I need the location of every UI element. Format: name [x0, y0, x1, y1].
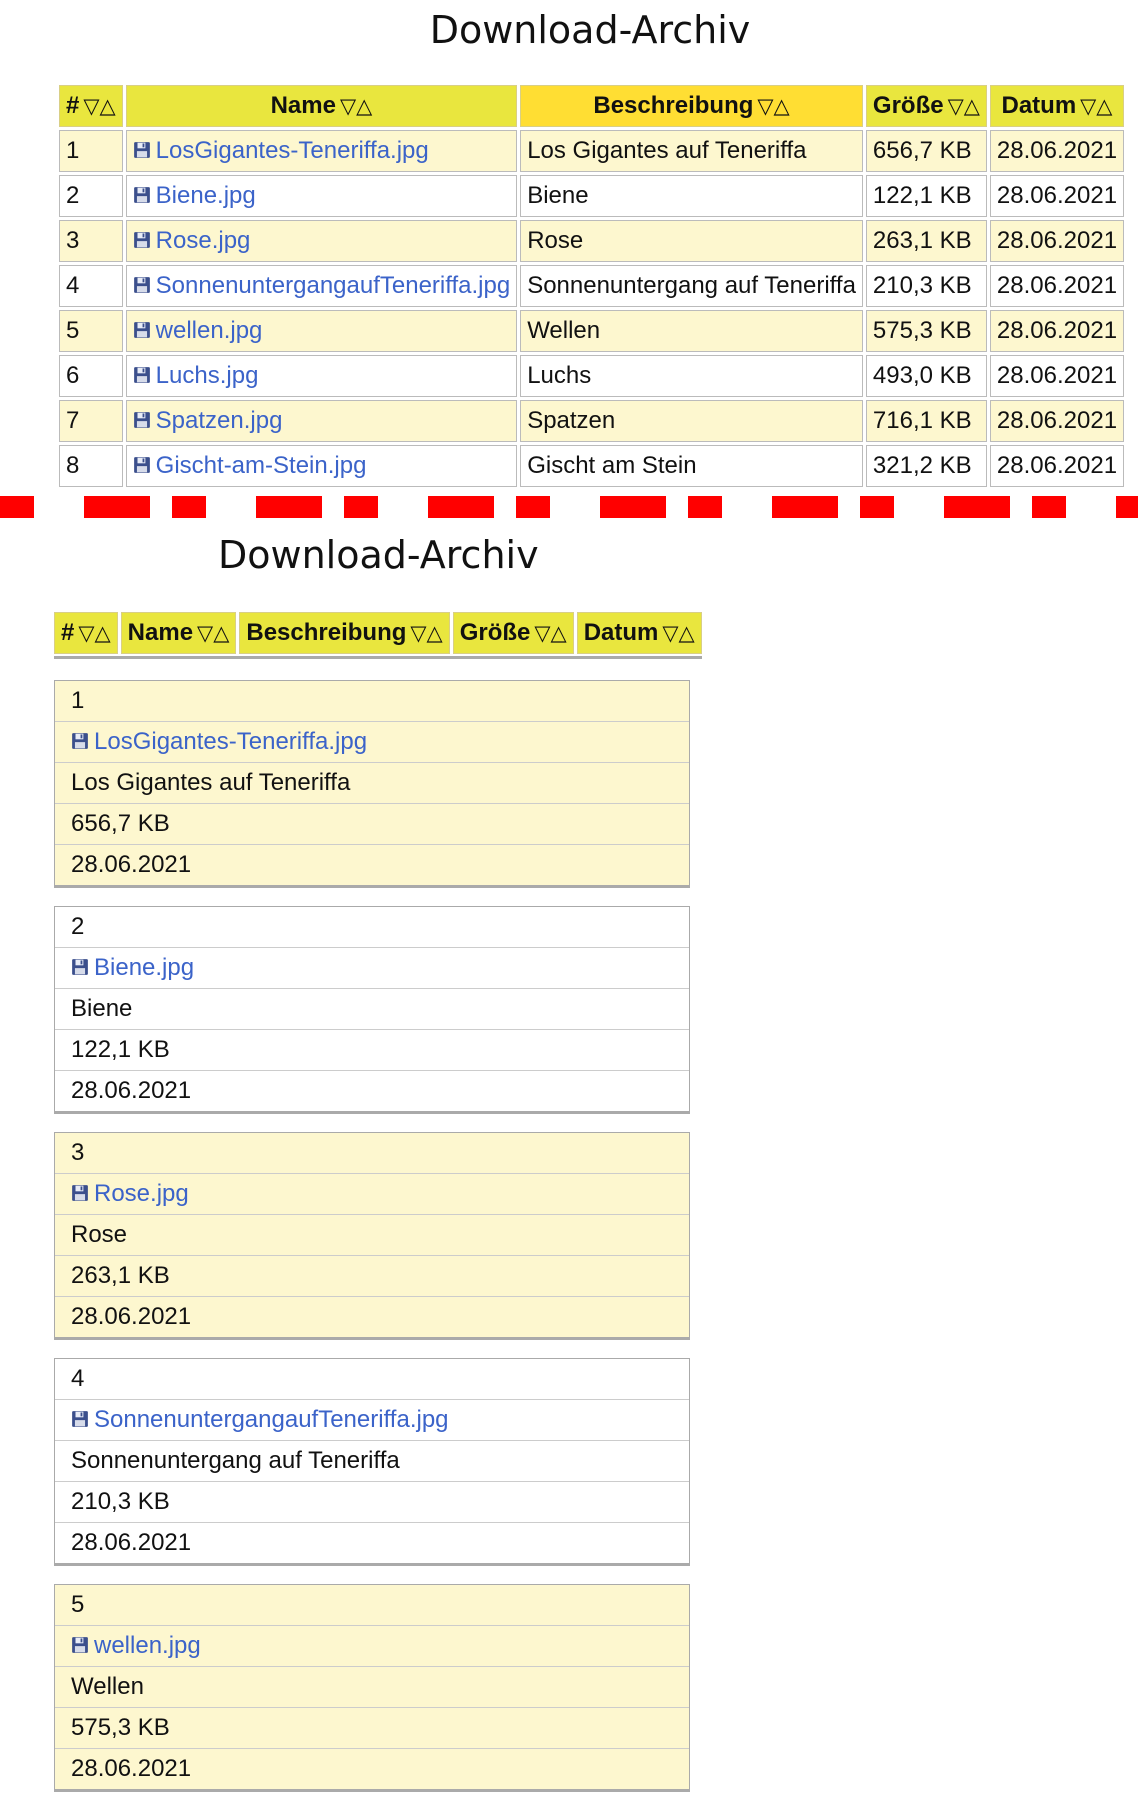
cell-description: Rose: [520, 220, 863, 262]
table-row: [59, 310, 1124, 352]
cell-date: 28.06.2021: [990, 310, 1124, 352]
floppy-disk-icon: [71, 958, 89, 976]
cell-description: Gischt am Stein: [520, 445, 863, 487]
card-name: [55, 722, 689, 763]
card-num: 3: [55, 1133, 689, 1174]
card-size: 122,1 KB: [55, 1030, 689, 1071]
table-row: [59, 355, 1124, 397]
card-list: [54, 680, 690, 1810]
table-row: [59, 400, 1124, 442]
floppy-disk-icon: [133, 411, 151, 429]
card-date: 28.06.2021: [55, 1297, 689, 1337]
card-date: 28.06.2021: [55, 1749, 689, 1789]
file-link[interactable]: Luchs.jpg: [155, 362, 259, 389]
column-header-date[interactable]: Datum ▽△: [577, 612, 702, 654]
card-size: 210,3 KB: [55, 1482, 689, 1523]
file-card: [54, 906, 690, 1114]
sort-toggle-icon[interactable]: ▽△: [83, 95, 116, 118]
column-header-date[interactable]: Datum ▽△: [990, 85, 1124, 127]
card-num: 5: [55, 1585, 689, 1626]
card-description: Rose: [55, 1215, 689, 1256]
table-header-row: [59, 85, 1124, 127]
sort-toggle-icon[interactable]: ▽△: [662, 622, 695, 645]
file-link[interactable]: SonnenuntergangaufTeneriffa.jpg: [155, 272, 511, 299]
floppy-disk-icon: [133, 186, 151, 204]
file-link[interactable]: Biene.jpg: [94, 954, 195, 981]
sort-toggle-icon[interactable]: ▽△: [339, 95, 373, 118]
floppy-disk-icon: [71, 1410, 89, 1428]
cell-name: [126, 355, 518, 397]
cell-name: [126, 130, 518, 172]
cell-name: [126, 400, 518, 442]
cell-name: [126, 220, 518, 262]
dashed-divider: [0, 496, 1138, 518]
card-name: [55, 948, 689, 989]
cell-num: 7: [59, 400, 123, 442]
column-header-description[interactable]: Beschreibung ▽△: [520, 85, 863, 127]
floppy-disk-icon: [133, 276, 151, 294]
file-link[interactable]: Rose.jpg: [94, 1180, 189, 1207]
column-header-name[interactable]: Name ▽△: [121, 612, 237, 654]
cell-name: [126, 310, 518, 352]
file-card: [54, 1584, 690, 1792]
cell-size: 656,7 KB: [866, 130, 987, 172]
floppy-disk-icon: [133, 366, 151, 384]
sort-toggle-icon[interactable]: ▽△: [197, 622, 230, 645]
floppy-disk-icon: [133, 456, 151, 474]
mobile-header-bar: [54, 612, 702, 659]
card-size: 656,7 KB: [55, 804, 689, 845]
card-size: 575,3 KB: [55, 1708, 689, 1749]
file-card: [54, 680, 690, 888]
file-link[interactable]: Rose.jpg: [155, 227, 251, 254]
cell-date: 28.06.2021: [990, 175, 1124, 217]
card-name: [55, 1174, 689, 1215]
table-row: [59, 130, 1124, 172]
cell-date: 28.06.2021: [990, 220, 1124, 262]
cell-date: 28.06.2021: [990, 400, 1124, 442]
cell-size: 575,3 KB: [866, 310, 987, 352]
file-card: [54, 1358, 690, 1566]
cell-date: 28.06.2021: [990, 445, 1124, 487]
card-date: 28.06.2021: [55, 845, 689, 885]
cell-name: [126, 175, 518, 217]
file-link[interactable]: LosGigantes-Teneriffa.jpg: [94, 728, 368, 755]
floppy-disk-icon: [71, 1184, 89, 1202]
cell-num: 2: [59, 175, 123, 217]
sort-toggle-icon[interactable]: ▽△: [534, 622, 567, 645]
file-card: [54, 1132, 690, 1340]
cell-description: Luchs: [520, 355, 863, 397]
card-date: 28.06.2021: [55, 1071, 689, 1111]
card-name: [55, 1400, 689, 1441]
sort-toggle-icon[interactable]: ▽△: [410, 622, 443, 645]
cell-num: 8: [59, 445, 123, 487]
page-title-mobile: Download-Archiv: [218, 533, 539, 577]
column-header-num[interactable]: # ▽△: [54, 612, 118, 654]
page-title: Download-Archiv: [429, 8, 751, 52]
card-num: 2: [55, 907, 689, 948]
column-header-size[interactable]: Größe ▽△: [453, 612, 574, 654]
cell-description: Los Gigantes auf Teneriffa: [520, 130, 863, 172]
cell-size: 210,3 KB: [866, 265, 987, 307]
cell-description: Sonnenuntergang auf Teneriffa: [520, 265, 863, 307]
card-name: [55, 1626, 689, 1667]
table-row: [59, 445, 1124, 487]
file-link[interactable]: wellen.jpg: [155, 317, 263, 344]
floppy-disk-icon: [133, 141, 151, 159]
floppy-disk-icon: [133, 231, 151, 249]
file-link[interactable]: Spatzen.jpg: [155, 407, 283, 434]
file-link[interactable]: wellen.jpg: [94, 1632, 201, 1659]
cell-size: 263,1 KB: [866, 220, 987, 262]
floppy-disk-icon: [71, 732, 89, 750]
sort-toggle-icon[interactable]: ▽△: [1080, 95, 1113, 118]
cell-size: 493,0 KB: [866, 355, 987, 397]
cell-size: 122,1 KB: [866, 175, 987, 217]
floppy-disk-icon: [71, 1636, 89, 1654]
column-header-num[interactable]: # ▽△: [59, 85, 123, 127]
cell-name: [126, 265, 518, 307]
cell-name: [126, 445, 518, 487]
card-num: 4: [55, 1359, 689, 1400]
sort-toggle-icon[interactable]: ▽△: [78, 622, 111, 645]
column-header-size[interactable]: Größe ▽△: [866, 85, 987, 127]
download-table: [56, 82, 1127, 490]
table-row: [59, 175, 1124, 217]
cell-num: 3: [59, 220, 123, 262]
table-row: [59, 220, 1124, 262]
cell-date: 28.06.2021: [990, 265, 1124, 307]
cell-num: 4: [59, 265, 123, 307]
table-row: [59, 265, 1124, 307]
file-link[interactable]: SonnenuntergangaufTeneriffa.jpg: [94, 1406, 449, 1433]
floppy-disk-icon: [133, 321, 151, 339]
file-link[interactable]: Biene.jpg: [155, 182, 256, 209]
cell-num: 5: [59, 310, 123, 352]
file-link[interactable]: LosGigantes-Teneriffa.jpg: [155, 137, 429, 164]
file-link[interactable]: Gischt-am-Stein.jpg: [155, 452, 367, 479]
cell-size: 321,2 KB: [866, 445, 987, 487]
column-header-name[interactable]: Name ▽△: [126, 85, 518, 127]
card-description: Los Gigantes auf Teneriffa: [55, 763, 689, 804]
column-header-description[interactable]: Beschreibung ▽△: [239, 612, 449, 654]
cell-num: 6: [59, 355, 123, 397]
card-description: Wellen: [55, 1667, 689, 1708]
cell-description: Wellen: [520, 310, 863, 352]
card-description: Biene: [55, 989, 689, 1030]
card-size: 263,1 KB: [55, 1256, 689, 1297]
cell-date: 28.06.2021: [990, 130, 1124, 172]
cell-size: 716,1 KB: [866, 400, 987, 442]
cell-description: Biene: [520, 175, 863, 217]
sort-toggle-icon[interactable]: ▽△: [947, 95, 980, 118]
cell-num: 1: [59, 130, 123, 172]
sort-toggle-icon[interactable]: ▽△: [757, 95, 790, 118]
card-date: 28.06.2021: [55, 1523, 689, 1563]
cell-description: Spatzen: [520, 400, 863, 442]
card-description: Sonnenuntergang auf Teneriffa: [55, 1441, 689, 1482]
cell-date: 28.06.2021: [990, 355, 1124, 397]
card-num: 1: [55, 681, 689, 722]
